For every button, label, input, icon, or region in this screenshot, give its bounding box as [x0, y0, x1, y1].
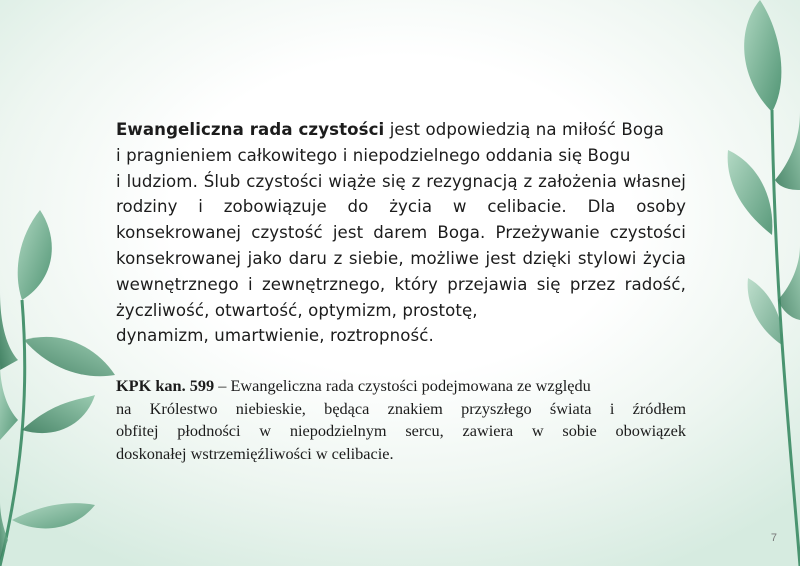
text-line: na Królestwo niebieskie, będąca znakiem przyszłego świata i źródłem	[116, 398, 686, 418]
paragraph-canon-law	[116, 375, 686, 465]
text-line: obfitej płodności w niepodzielnym sercu, zawiera w sobie obowiązek	[116, 421, 686, 441]
text-line: i ludziom. Ślub czystości wiąże się z rezygnacją z założenia własnej	[116, 171, 686, 191]
text-line	[116, 375, 686, 398]
text-line: konsekrowanej czystość jest darem Boga. Przeżywanie czystości	[116, 223, 686, 243]
text-line	[116, 117, 686, 143]
text-line: dynamizm, umartwienie, roztropność.	[116, 326, 434, 346]
text-line: konsekrowanej jako daru z siebie, możliwe jest dzięki stylowi życia	[116, 248, 686, 268]
leaf-icon	[728, 0, 800, 566]
text-line: rodziny i zobowiązuje do życia w celibacie. Dla osoby	[116, 197, 686, 217]
text-line: doskonałej wstrzemięźliwości w celibacie.	[116, 443, 394, 463]
page-number: 7	[770, 532, 777, 544]
main-content	[116, 117, 686, 466]
paragraph-lead: Ewangeliczna rada czystości	[116, 120, 385, 139]
paragraph-evangelical-counsel	[116, 117, 686, 349]
text-segment: jest odpowiedzią na miłość Boga	[384, 120, 664, 139]
text-line: życzliwość, otwartość, optymizm, prostotę,	[116, 300, 478, 320]
text-line: i pragnieniem całkowitego i niepodzielnego oddania się Bogu	[116, 145, 631, 165]
leaf-icon	[0, 210, 115, 566]
text-segment: – Ewangeliczna rada czystości podejmowana ze względu	[214, 376, 591, 396]
paragraph-lead: KPK kan. 599	[116, 376, 215, 396]
text-line: wewnętrznego i zewnętrznego, który przejawia się przez radość,	[116, 274, 686, 294]
